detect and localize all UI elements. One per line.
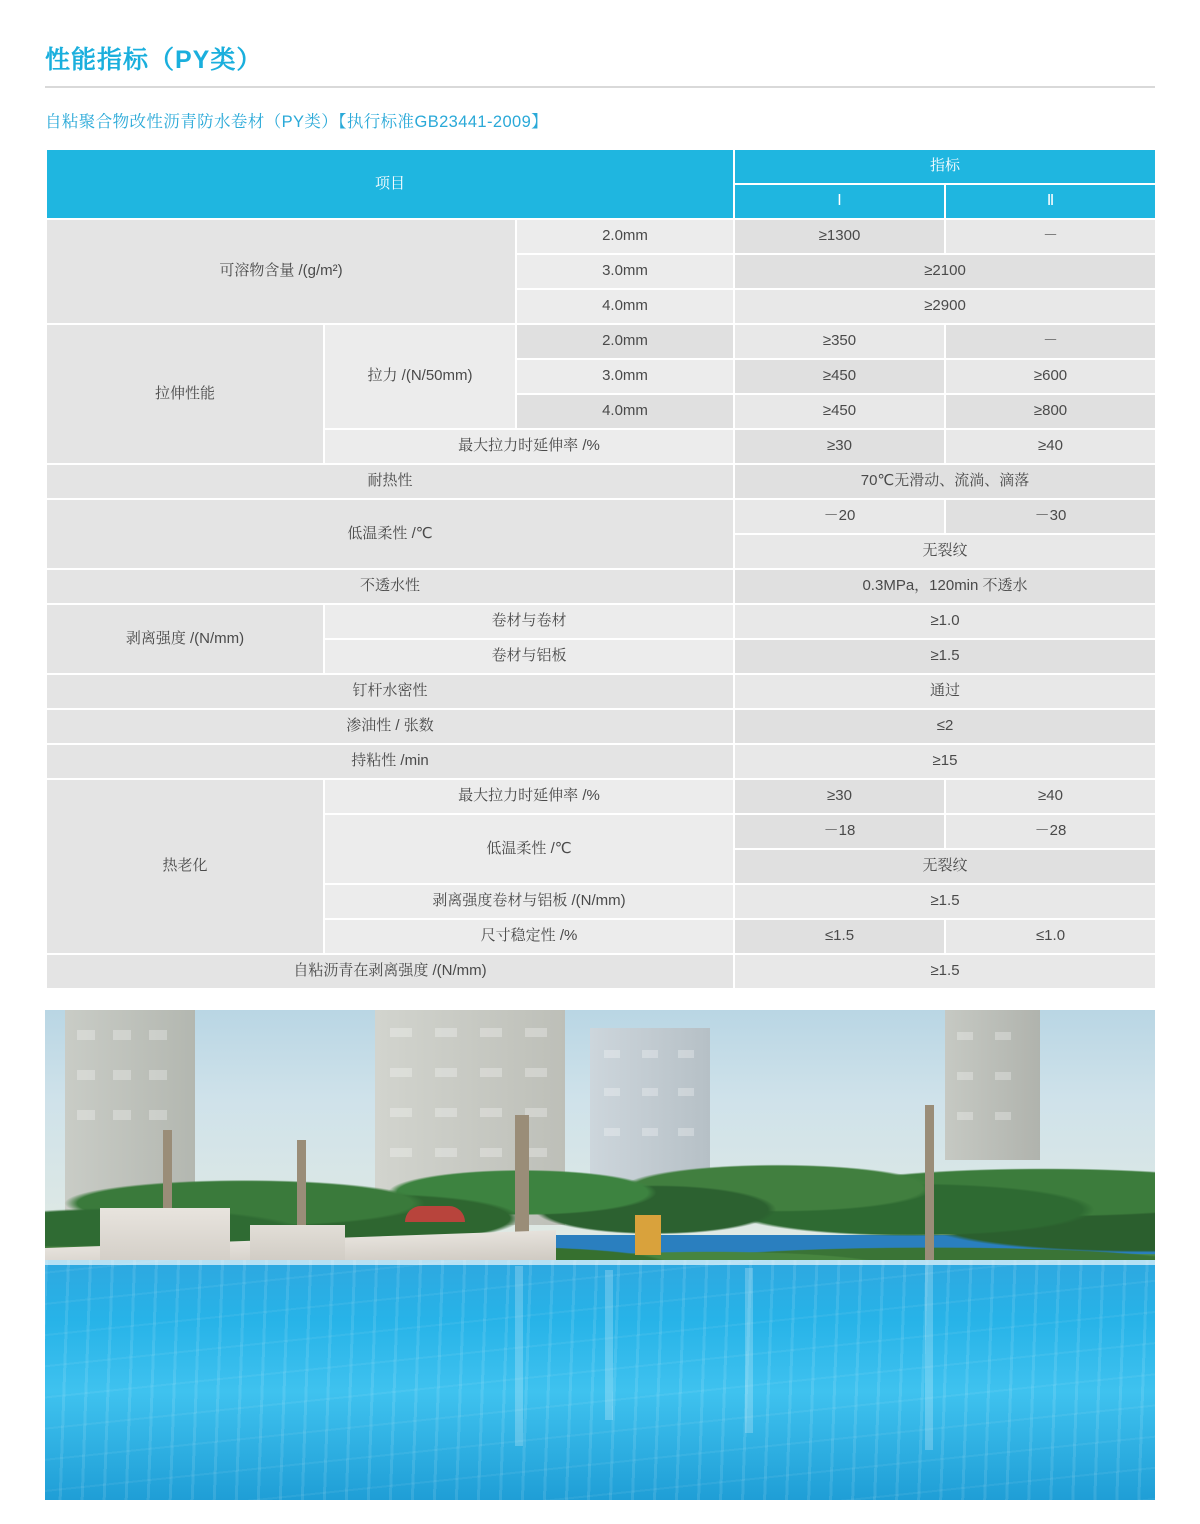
value: 70℃无滑动、流淌、滴落: [734, 464, 1156, 499]
header-grade-1: Ⅰ: [734, 184, 945, 219]
sub-label-tension: 拉力 /(N/50mm): [324, 324, 516, 429]
table-row: [46, 219, 1156, 254]
value: ≥40: [945, 429, 1156, 464]
palm-trunk: [925, 1105, 934, 1260]
value: ≥30: [734, 779, 945, 814]
sub-label-elongation-aged: 最大拉力时延伸率 /%: [324, 779, 734, 814]
row-label-heat-aging: 热老化: [46, 779, 324, 954]
value: 无裂纹: [734, 849, 1156, 884]
value: ≥1.0: [734, 604, 1156, 639]
subtitle: 自粘聚合物改性沥青防水卷材（PY类）【执行标准GB23441-2009】: [45, 113, 549, 131]
table-row: [46, 499, 1156, 534]
table-row: [46, 744, 1156, 779]
table-row: [46, 779, 1156, 814]
spec-3mm: 3.0mm: [516, 254, 734, 289]
spec-4mm: 4.0mm: [516, 394, 734, 429]
palm-trunk: [297, 1140, 306, 1235]
value: ≥2100: [734, 254, 1156, 289]
value: 无裂纹: [734, 534, 1156, 569]
value: ≥40: [945, 779, 1156, 814]
value: ≤1.0: [945, 919, 1156, 954]
page-header: [45, 40, 1155, 88]
spec-table-container: [45, 148, 1155, 990]
row-label-tensile: 拉伸性能: [46, 324, 324, 464]
sub-label-dimensional-stability: 尺寸稳定性 /%: [324, 919, 734, 954]
table-row: [46, 569, 1156, 604]
row-label-nail-watertightness: 钉杆水密性: [46, 674, 734, 709]
sub-label-sheet-sheet: 卷材与卷材: [324, 604, 734, 639]
lifeguard-chair: [635, 1215, 661, 1255]
value: ≥600: [945, 359, 1156, 394]
table-row: [46, 709, 1156, 744]
spec-2mm: 2.0mm: [516, 219, 734, 254]
value: －: [945, 324, 1156, 359]
pool-photo: [45, 1010, 1155, 1500]
row-label-heat-resistance: 耐热性: [46, 464, 734, 499]
value: ≥1.5: [734, 884, 1156, 919]
table-row: [46, 324, 1156, 359]
row-label-impermeability: 不透水性: [46, 569, 734, 604]
row-label-tack-retention: 持粘性 /min: [46, 744, 734, 779]
value: －18: [734, 814, 945, 849]
value: ≥1300: [734, 219, 945, 254]
sub-label-sheet-aluminium: 卷材与铝板: [324, 639, 734, 674]
value: 0.3MPa，120min 不透水: [734, 569, 1156, 604]
water-reflection: [605, 1270, 613, 1420]
page-title: 性能指标（PY类）: [45, 46, 263, 74]
value: ≥350: [734, 324, 945, 359]
table-row: [46, 954, 1156, 989]
value: ≥2900: [734, 289, 1156, 324]
row-label-peel-strength: 剥离强度 /(N/mm): [46, 604, 324, 674]
spec-table: [45, 148, 1157, 990]
row-label-low-temp-flex: 低温柔性 /℃: [46, 499, 734, 569]
value: ≤2: [734, 709, 1156, 744]
header-item: 项目: [46, 149, 734, 219]
water-reflection: [515, 1266, 523, 1446]
header-divider: [45, 86, 1155, 88]
water-reflection: [925, 1265, 933, 1450]
spec-2mm: 2.0mm: [516, 324, 734, 359]
table-header-row: [46, 149, 1156, 184]
value: 通过: [734, 674, 1156, 709]
value: ≥800: [945, 394, 1156, 429]
row-label-soluble: 可溶物含量 /(g/m²): [46, 219, 516, 324]
row-label-oil-seepage: 渗油性 / 张数: [46, 709, 734, 744]
value: ≥450: [734, 359, 945, 394]
umbrella: [405, 1206, 465, 1222]
pool-water: [45, 1260, 1155, 1500]
value: －20: [734, 499, 945, 534]
table-row: [46, 674, 1156, 709]
header-index: 指标: [734, 149, 1156, 184]
sub-label-peel-aluminium-aged: 剥离强度卷材与铝板 /(N/mm): [324, 884, 734, 919]
table-row: [46, 464, 1156, 499]
value: ≥15: [734, 744, 1156, 779]
value: －: [945, 219, 1156, 254]
row-label-self-adhesive-peel: 自粘沥青在剥离强度 /(N/mm): [46, 954, 734, 989]
value: ≥1.5: [734, 954, 1156, 989]
spec-3mm: 3.0mm: [516, 359, 734, 394]
value: －30: [945, 499, 1156, 534]
value: ≥30: [734, 429, 945, 464]
header-grade-2: Ⅱ: [945, 184, 1156, 219]
value: －28: [945, 814, 1156, 849]
table-row: [46, 604, 1156, 639]
pool-edge: [45, 1260, 1155, 1265]
water-reflection: [745, 1268, 753, 1433]
value: ≤1.5: [734, 919, 945, 954]
sub-label-elongation: 最大拉力时延伸率 /%: [324, 429, 734, 464]
sub-label-low-temp-flex-aged: 低温柔性 /℃: [324, 814, 734, 884]
value: ≥450: [734, 394, 945, 429]
spec-4mm: 4.0mm: [516, 289, 734, 324]
water-ripples: [45, 1260, 1155, 1500]
value: ≥1.5: [734, 639, 1156, 674]
